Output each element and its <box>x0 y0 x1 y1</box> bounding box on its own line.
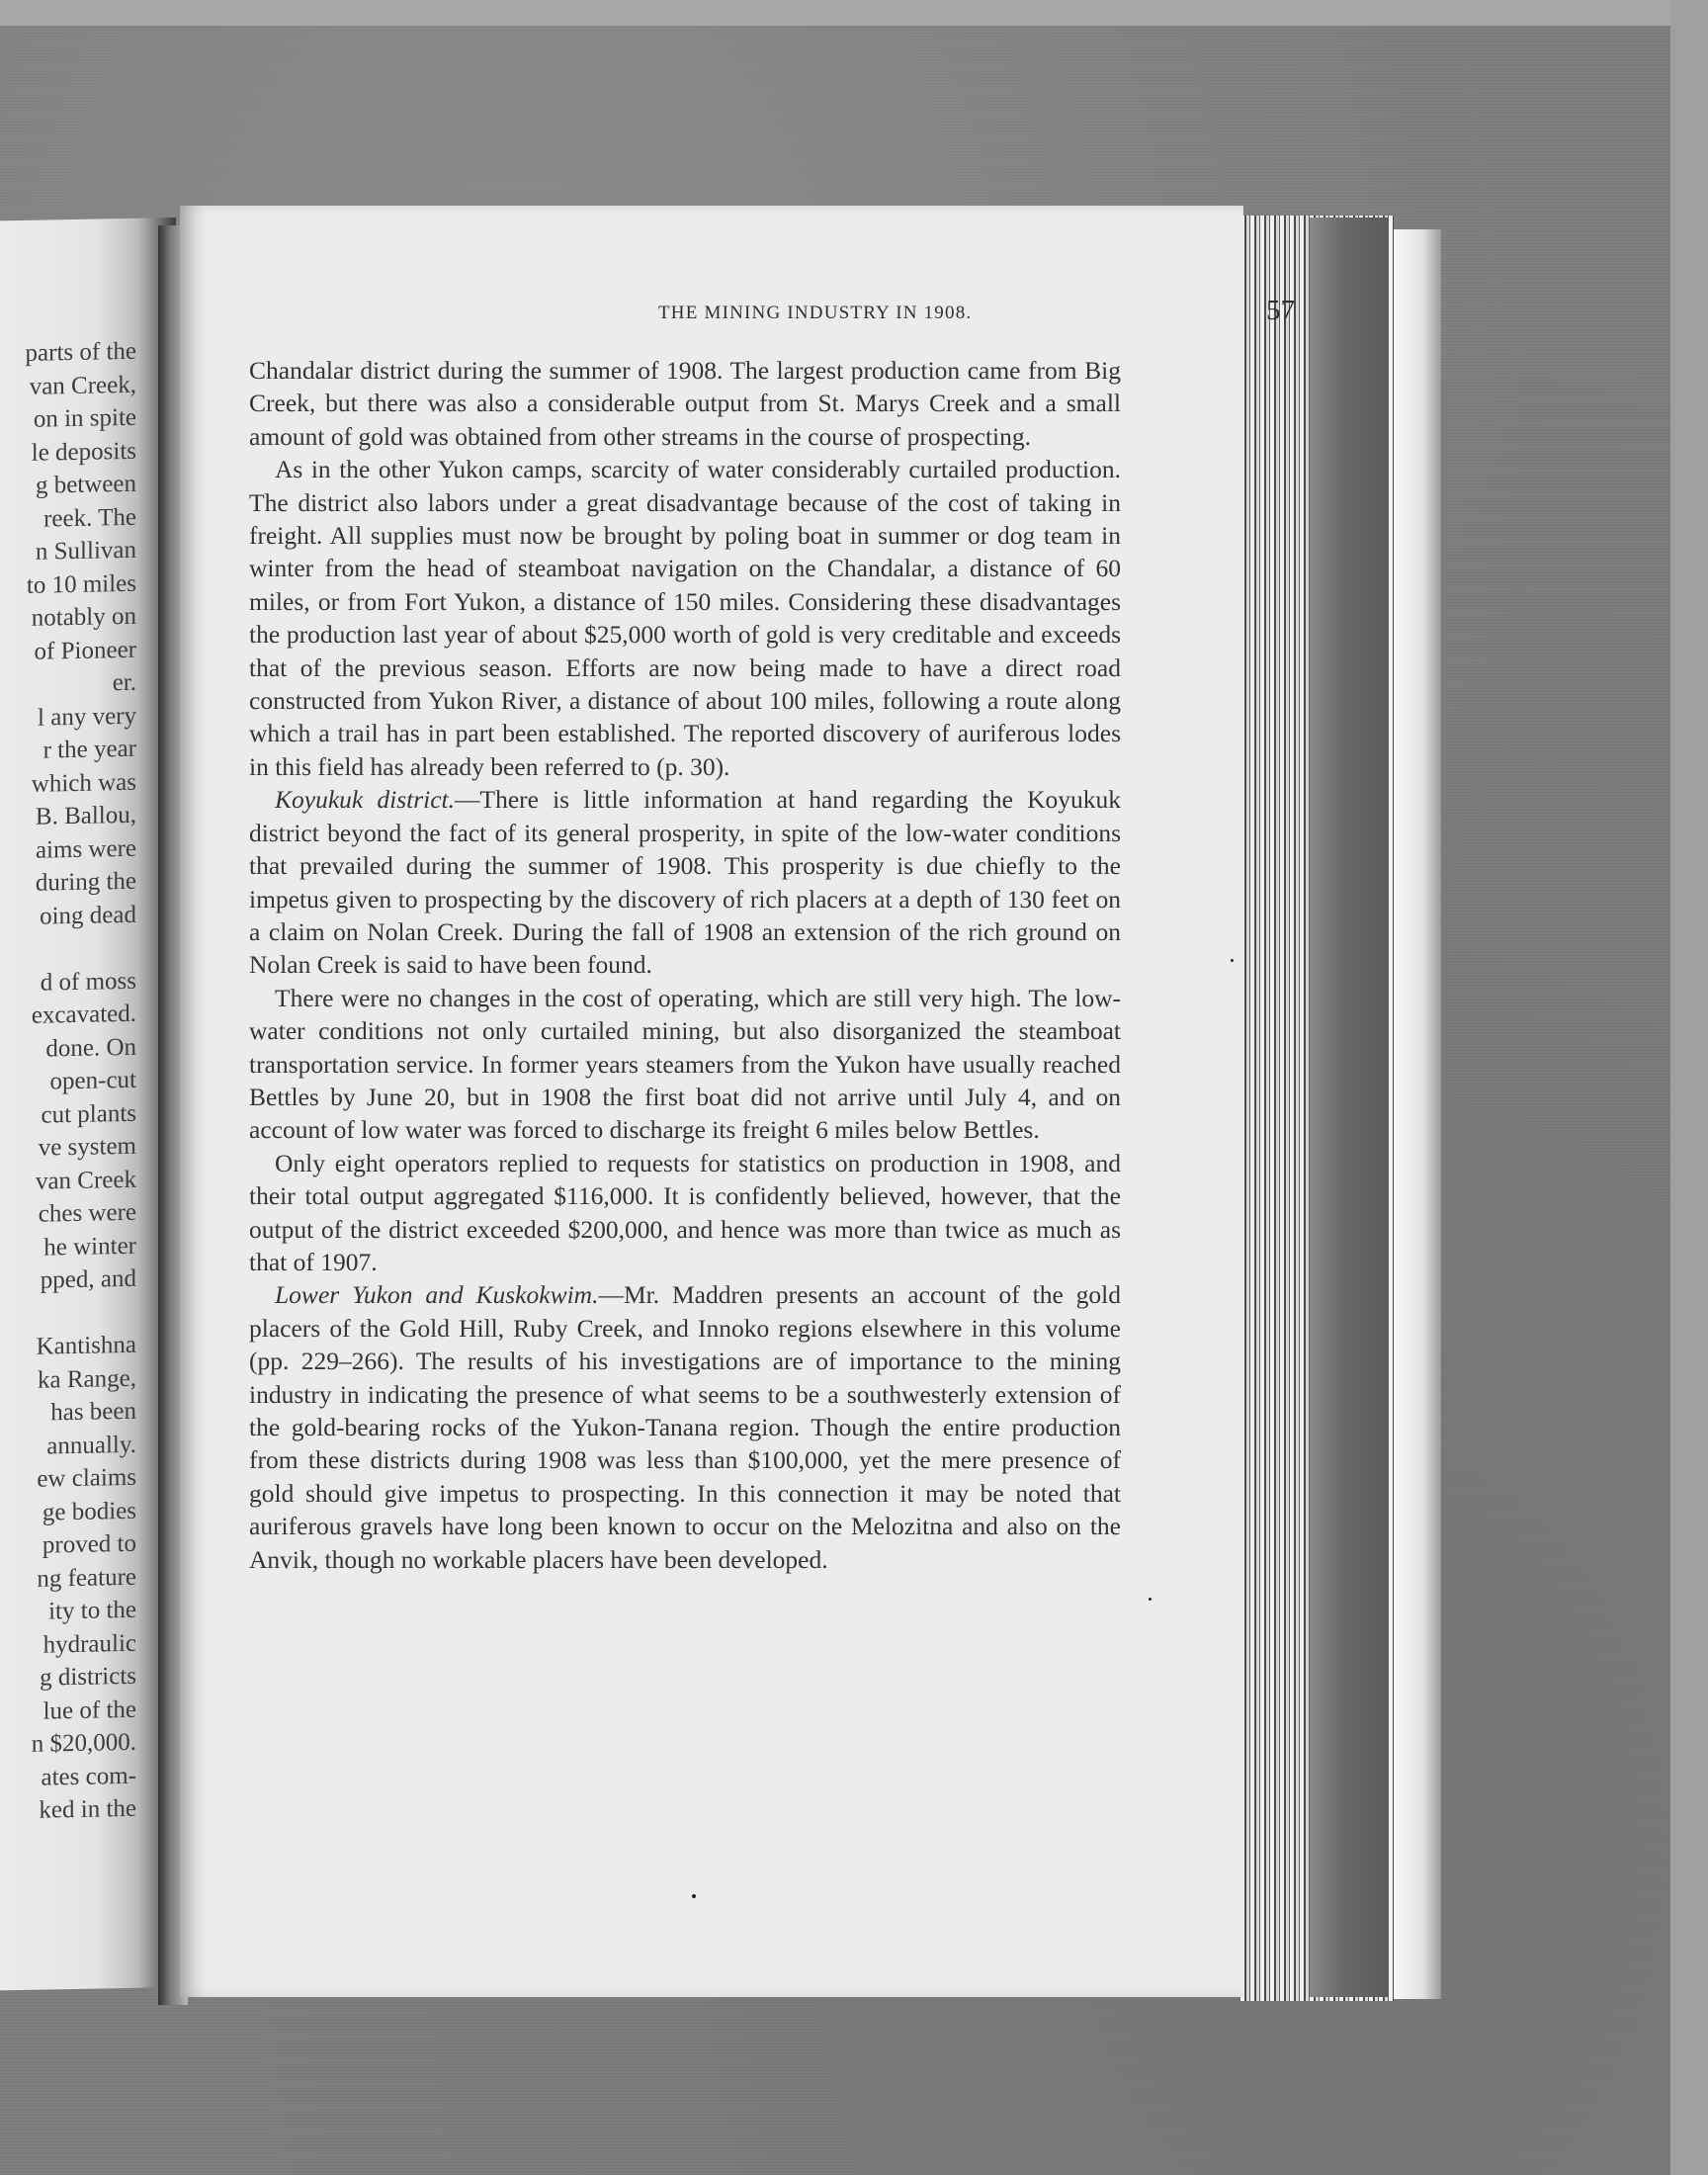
paragraph-lower-yukon-text: —Mr. Maddren presents an account of the gold placers of the Gold Hill, Ruby Creek, and Innoko regions elsewhere in this volume (pp. 229–266). The results of his investigations are of importance to the mining industry in indicating the presence of what seems to be a southwesterly extension of the gold-bearing rocks of the Yukon-Tanana region. Though the entire production from these districts during 1908 was less than $100,000, yet the mere presence of gold should give impetus to prospecting. In this connection it may be noted that auriferous gravels have long been known to occur on the Melozitna and also on the Anvik, though no workable placers have been developed. <box>249 1280 1121 1574</box>
left-page-text <box>0 335 136 1829</box>
left-page-line: on in spite <box>33 403 136 433</box>
left-page-line: er. <box>112 668 136 697</box>
left-page-line: of Pioneer <box>34 636 136 665</box>
left-page-line: parts of the <box>25 337 136 367</box>
left-page-line: pped, and <box>40 1264 136 1294</box>
left-page-line: ng feature <box>37 1563 136 1593</box>
scan-speck <box>1231 959 1234 962</box>
left-page-line: le deposits <box>31 437 136 467</box>
left-page-line: ates com- <box>41 1762 136 1791</box>
paragraph-chandalar-continued: Chandalar district during the summer of 1908. The largest production came from Big Creek, but there was also a considerable output from St. Marys Creek and a small amount of gold was obtained from other streams in the course of prospecting. <box>249 356 1121 451</box>
left-page-line: l any very <box>38 702 136 732</box>
running-title: THE MINING INDUSTRY IN 1908. <box>658 303 973 323</box>
left-page-line: which was <box>31 768 136 798</box>
paragraph-koyukuk <box>249 783 1121 981</box>
book-cover-edge <box>1394 229 1441 1999</box>
left-page-line: ge bodies <box>42 1497 136 1526</box>
paragraph-operators: Only eight operators replied to requests for statistics on production in 1908, and their total output aggregated $116,000. It is confidently believed, however, that the output of the district exceeded $200,000, and hence was more than twice as much as that of 1907. <box>249 1148 1121 1276</box>
left-page-line: during the <box>35 867 136 897</box>
left-page-line: ity to the <box>48 1596 136 1625</box>
left-page-line: notably on <box>31 602 136 632</box>
page-header <box>476 297 1307 336</box>
left-page-line: excavated. <box>31 1000 136 1029</box>
left-page-line: ew claims <box>37 1463 136 1493</box>
left-page-line: open-cut <box>49 1066 136 1095</box>
left-page-line: has been <box>50 1397 136 1427</box>
left-page-line: oing dead <box>40 901 136 930</box>
paragraph-operating-cost: There were no changes in the cost of operating, which are still very high. The low-water conditions not only curtailed mining, but also disorganized the steamboat transportation service. In former years steamers from the Yukon have usually reached Bettles by June 20, but in 1908 the first boat did not arrive until July 4, and on account of low water was forced to discharge its freight 6 miles below Bettles. <box>249 983 1121 1145</box>
section-heading-lower-yukon: Lower Yukon and Kuskokwim. <box>275 1280 599 1310</box>
page-edges-shadow <box>1310 218 1389 1997</box>
left-page-line: ve system <box>38 1132 136 1162</box>
left-page-line: annually. <box>46 1431 136 1460</box>
left-page-line: proved to <box>42 1529 136 1559</box>
left-page-line: n Sullivan <box>35 536 136 566</box>
left-page-line: van Creek, <box>29 371 136 400</box>
left-page-line: g between <box>35 470 136 499</box>
left-page-line: lue of the <box>43 1696 136 1725</box>
left-page-line: hydraulic <box>43 1629 136 1659</box>
paragraph-koyukuk-text: —There is little information at hand regarding the Koyukuk district beyond the fact of its general prosperity, in spite of the low-water conditions that prevailed during the summer of 1908. This prosperity is due chiefly to the impetus given to prospecting by the discovery of rich placers at a depth of 130 feet on a claim on Nolan Creek. During the fall of 1908 an extension of the rich ground on Nolan Creek is said to have been found. <box>249 785 1122 980</box>
left-page-line: aims were <box>35 834 136 864</box>
left-page-line: g districts <box>40 1662 136 1692</box>
left-page-line: r the year <box>43 735 136 764</box>
left-page-line: B. Ballou, <box>35 801 136 830</box>
left-page-line: he winter <box>43 1232 136 1262</box>
left-page-line: Kantishna <box>36 1331 136 1360</box>
left-page-line: ked in the <box>39 1794 136 1824</box>
scan-speck <box>1149 1598 1152 1601</box>
paragraph-lower-yukon <box>249 1278 1121 1576</box>
section-heading-koyukuk: Koyukuk district. <box>275 785 455 815</box>
left-page-line: n $20,000. <box>31 1728 136 1758</box>
scan-right-margin <box>1670 0 1708 2175</box>
left-page-line: to 10 miles <box>26 569 136 599</box>
right-page <box>180 206 1295 1997</box>
paragraph-yukon-camps: As in the other Yukon camps, scarcity of water considerably curtailed production. The district also labors under a great disadvantage because of the cost of taking in freight. All supplies must now be brought by poling boat in summer or dog team in winter from the head of steamboat navigation on the Chandalar, a distance of 60 miles, or from Fort Yukon, a distance of 150 miles. Considering these disadvantages the production last year of about $25,000 worth of gold is very creditable and exceeds that of the previous season. Efforts are now being made to have a direct road constructed from Yukon River, a distance of about 100 miles, following a route along which a trail has in part been established. The reported discovery of auriferous lodes in this field has already been referred to (p. 30). <box>249 455 1121 781</box>
left-page-fragment <box>0 218 176 1990</box>
scan-top-margin <box>0 0 1708 26</box>
left-page-line: ches were <box>38 1198 136 1228</box>
left-page-line <box>0 1295 136 1332</box>
left-page-line: van Creek <box>35 1166 136 1195</box>
left-page-line: done. On <box>45 1033 136 1063</box>
scan-speck <box>692 1894 696 1898</box>
left-page-line: ka Range, <box>38 1364 136 1394</box>
left-page-line: reek. The <box>43 503 136 533</box>
left-page-line <box>0 931 136 968</box>
page-number: 57 <box>1266 295 1295 326</box>
left-page-line: cut plants <box>41 1099 136 1129</box>
page-body <box>249 354 1121 1576</box>
left-page-line: d of moss <box>40 967 136 997</box>
